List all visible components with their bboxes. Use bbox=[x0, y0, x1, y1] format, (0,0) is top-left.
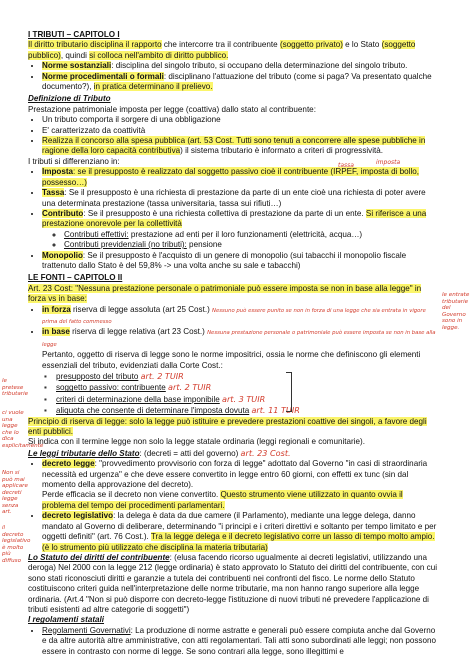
legge-definition: Si indica con il termine legge non solo la legge statale ordinaria (leggi regionali e comunitarie). bbox=[28, 437, 365, 447]
margin-note-5: il decreto legislativo è molto più diffuso bbox=[2, 525, 31, 564]
handwritten-note-imposta: imposta bbox=[376, 159, 401, 166]
margin-note-3: ci vuole una legge che lo dica esplicitamente bbox=[2, 410, 44, 449]
statuto-paragraph: Lo Statuto dei diritti del contribuente: (elusa facendo ricorso ugualmente ai decreti legislativi, utilizzando una deroga) Nel 2000 con la legge 212 (legge ordinaria) è stato approvato lo Statuto dei diritti del contribuente, con cui sono stati riconosciuti diritti e garanzie a tutela dei contribuenti nei confronti del fisco. Le norme dello Statuto costituiscono criteri guida nell'interpretazione delle norme tributarie, ma non hanno rango superiore alla legge ordinaria. (Art.4 "Non si può disporre con decreto-legge l'istituzione di nuovi tributi né prevedere l'applicazione di tributi esistenti ad altre categorie di soggetti") bbox=[28, 552, 437, 614]
differenziano-text: I tributi si differenziano in: bbox=[28, 156, 120, 166]
list-item-imposta: • Imposta: se il presupposto è realizzato dal soggetto passivo cioè il contribuente (IRPEF, imposta di bollo, possesso…) bbox=[42, 167, 438, 188]
list-item: ◦ Contributi previdenziali (no tributi): pensione bbox=[64, 240, 438, 250]
regolamenti-list bbox=[28, 626, 438, 657]
intro-segment: si colloca nell'ambito di diritto pubblico. bbox=[89, 50, 229, 60]
list-item-monopolio: • Monopolio: Se il presupposto è l'acquisto di un genere di monopolio (sui tabacchi il monopolio fiscale trattenuto dallo Stato è del 59,8% -> una volta anche su sale e tabacchi) bbox=[42, 251, 438, 272]
regolamenti-title: I regolamenti statali bbox=[28, 615, 105, 625]
list-item: ◦ Contributi effettivi: prestazione ad enti per il loro funzionamenti (elettricità, acqua…) bbox=[64, 230, 438, 240]
tribute-types-list bbox=[28, 167, 438, 271]
list-item-contributo: • Contributo: Se il presupposto è una richiesta collettiva di prestazione da parte di un ente. Si riferisce a una prestazione onorevole per la collettività ◦ Contributi effettivi: prestazione ad enti per il loro funzionamenti (elettricità, acqua…) ◦ Contributi previdenziali (no tributi): pensione bbox=[42, 209, 438, 251]
list-item: • Un tributo comporta il sorgere di una obbligazione bbox=[42, 115, 438, 125]
leggi-tributarie-heading: Le leggi tributarie dello Stato: (decreti = atti del governo) art. 23 Cost. bbox=[28, 447, 291, 458]
principio-riserva: Principio di riserva di legge: solo la legge può istituire e prevedere prestazioni coattive dei singoli, a favore degli enti pubblici. bbox=[28, 416, 427, 437]
margin-note-2: le pretese tributarie bbox=[2, 378, 29, 397]
intro-paragraph bbox=[28, 40, 438, 61]
list-item: ▪ presupposto del tributo art. 2 TUIR bbox=[56, 371, 438, 382]
norme-list bbox=[28, 61, 438, 92]
intro-segment: Il diritto tributario disciplina il rapporto bbox=[28, 40, 162, 50]
bracket-mark bbox=[286, 372, 292, 412]
intro-segment: , quindi bbox=[60, 50, 90, 60]
definition-title: Definizione di Tributo bbox=[28, 94, 111, 104]
decreti-list bbox=[28, 459, 438, 553]
definition-list bbox=[28, 115, 438, 157]
list-item: • E' caratterizzato da coattività bbox=[42, 126, 438, 136]
elementi-list bbox=[28, 371, 438, 417]
riserva-explanation: Pertanto, oggetto di riserva di legge sono le norme impositrici, ossia le norme che definiscono gli elementi essenziali del tributo, evidenziati dalla Corte Cost.: bbox=[42, 350, 421, 370]
list-item: • Realizza il concorso alla spesa pubblica (art. 53 Cost. Tutti sono tenuti a concorrere alle spese pubbliche in ragione della loro capacità contributiva) il sistema tributario è informato a criteri di progressività. bbox=[42, 136, 438, 157]
list-item-decreto-legge: • decreto legge: "provvedimento provvisorio con forza di legge" adottato dal Governo "in casi di straordinaria necessità ed urgenza" e che deve essere convertito in legge entro 60 giorni, con effetti ex tunc (sin dal momento della approvazione del decreto). Perde efficacia se il decreto non viene convertito. Questo strumento viene utilizzato in quanto ovvia il problema del tempo dei procedimenti parlamentari. bbox=[42, 459, 438, 511]
margin-note-4: Non si può mai applicare decreti legge senza art. bbox=[2, 470, 28, 515]
intro-segment: (soggetto pubblico) bbox=[28, 40, 416, 60]
intro-segment: e lo Stato bbox=[342, 40, 382, 50]
document-body bbox=[28, 30, 438, 657]
section-title-tributi: I TRIBUTI – CAPITOLO I bbox=[28, 30, 120, 39]
elementi-essenziali bbox=[28, 371, 438, 417]
list-item: • in forza riserva di legge assoluta (art 25 Cost.) Nessuno può essere punito se non in forza di una legge che sia entrata in vigore prima del fatto commesso bbox=[42, 305, 438, 328]
contributi-sublist bbox=[42, 230, 438, 251]
list-item: • Regolamenti Governativi: La produzione di norme astratte e generali può essere compiuta anche dal Governo e da altre autorità altre amministrative, con atti regolamentari. Tali atti sono subordinati alle leggi; non possono essere in contrasto con norme di legge. Se sono contrari alla legge, sono illegittimi e bbox=[42, 626, 438, 657]
intro-segment: che intercorre tra il contribuente bbox=[161, 40, 280, 50]
margin-note-1: le entrate tributarie del Governo sono in legge. bbox=[442, 292, 470, 331]
list-item: ▪ criteri di determinazione della base imponibile art. 3 TUIR bbox=[56, 394, 438, 405]
list-item: ▪ soggetto passivo: contribuente art. 2 TUIR bbox=[56, 382, 438, 393]
list-item: ▪ aliquota che consente di determinare l'imposta dovuta art. 11 TUIR bbox=[56, 405, 438, 416]
section-title-fonti: LE FONTI – CAPITOLO II bbox=[28, 273, 123, 283]
riserva-list bbox=[28, 305, 438, 351]
definition-text: Prestazione patrimoniale imposta per legge (coattiva) dallo stato al contribuente: bbox=[28, 104, 316, 114]
intro-segment: (soggetto privato) bbox=[279, 40, 343, 50]
art23-text: Art. 23 Cost: "Nessuna prestazione personale o patrimoniale può essere imposta se non in base alla legge" in forza vs in base: bbox=[28, 283, 422, 304]
list-item: • in base riserva di legge relativa (art 23 Cost.) Nessuna prestazione personale o patrimoniale può essere imposta se non in base alla legge bbox=[42, 327, 438, 350]
handwritten-note-tassa: tassa bbox=[338, 162, 354, 169]
list-item-tassa: • Tassa: Se il presupposto è una richiesta di prestazione da parte di un ente cioè una richiesta di poter avere una determinata prestazione (tassa universitaria, tassa sui rifiuti…) bbox=[42, 188, 438, 209]
list-item: • Norme procedimentali o formali: disciplinano l'attuazione del tributo (come si paga? Va presentato qualche documento?), in pratica determinano il prelievo. bbox=[42, 72, 438, 93]
list-item: • Norme sostanziali: disciplina del singolo tributo, si occupano della determinazione del singolo tributo. bbox=[42, 61, 438, 71]
list-item-decreto-legislativo: • decreto legislativo: la delega è data da due camere (il Parlamento), mediante una legge delega, danno mandato al Governo di deliberare, determinando "i principi e i criteri direttivi e soltanto per tempo limitato e per oggetti definiti" (art. 76 Cost.). Tra la legge delega e il decreto legislativo corre un lasso di tempo molto ampio. (è lo strumento più utilizzato che disciplina la materia tributaria) bbox=[42, 511, 438, 553]
